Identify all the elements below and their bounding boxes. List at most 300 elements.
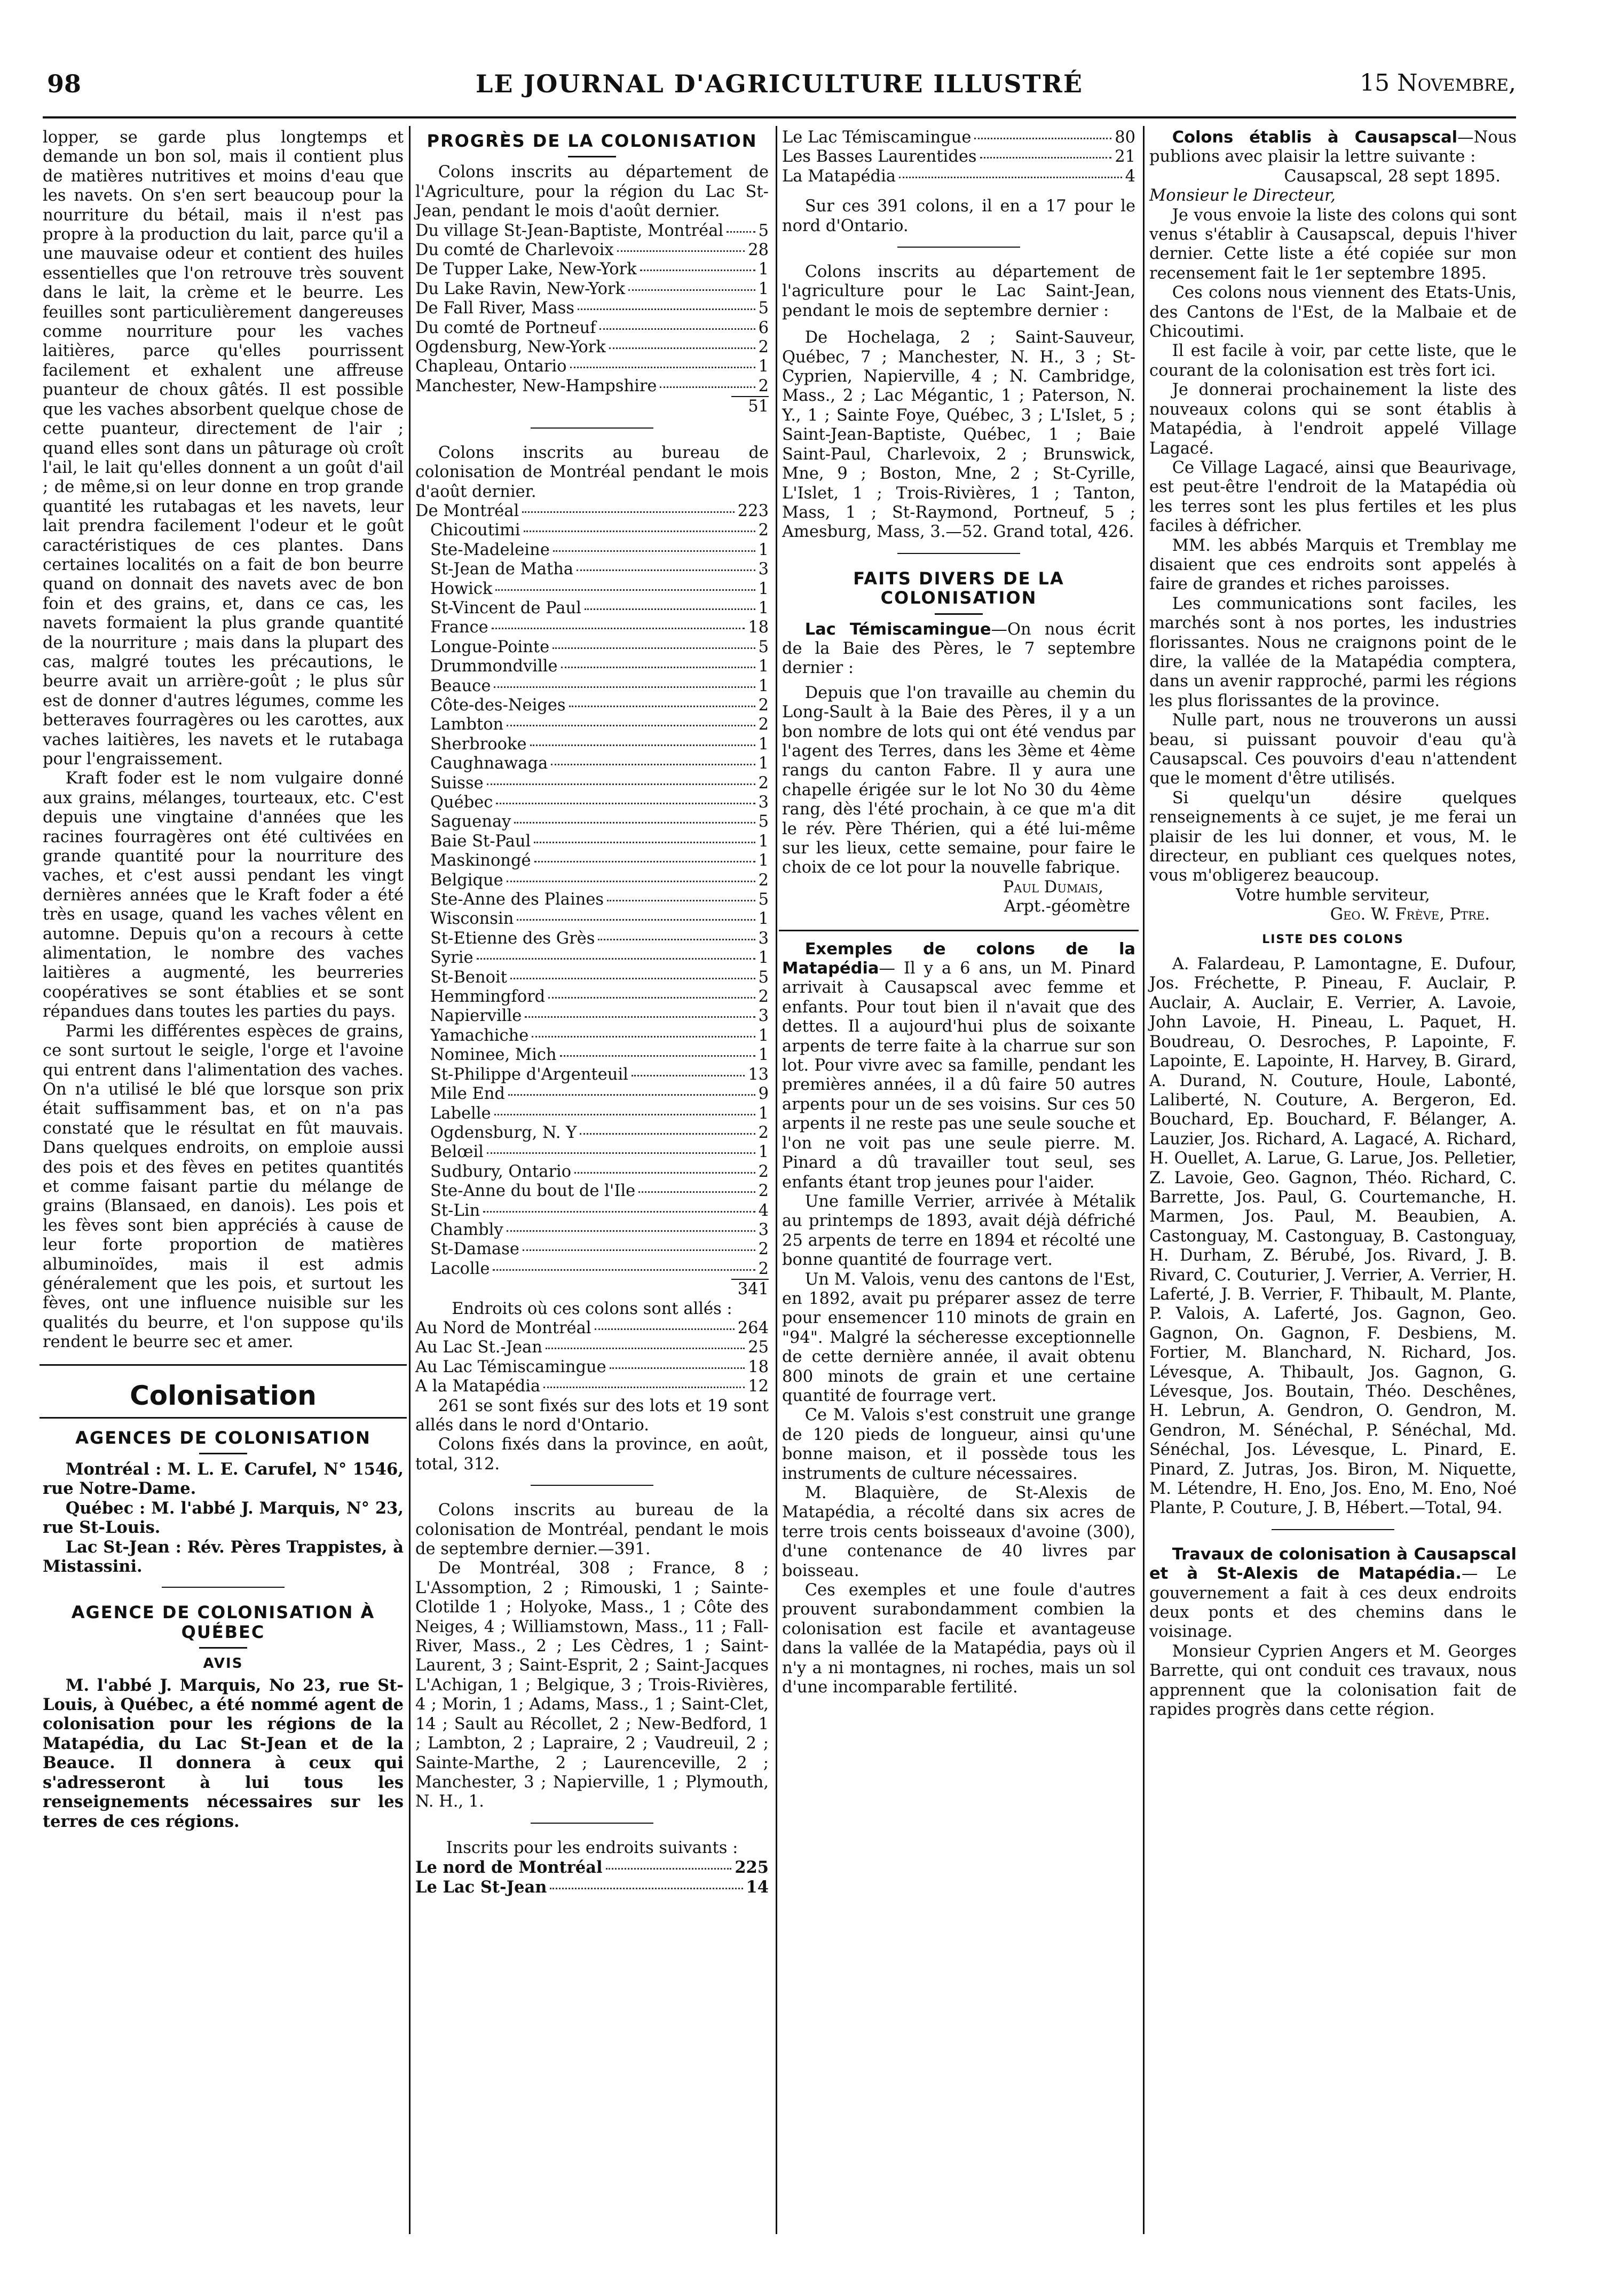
avis-paragraph: M. l'abbé J. Marquis, No 23, rue St-Louis, à Québec, a été nommé agent de colonisation pour les régions de la Matapédia, du Lac St-Jean et de la Beauce. Il donnera à ceux qui s'adresseront à lui tous les renseignements nécessaires sur les terres de ces régions.	[43, 1675, 404, 1831]
signature: Geo. W. Frève, Ptre.	[1330, 905, 1490, 924]
list-row	[415, 1377, 769, 1396]
list-count: 2	[758, 1259, 769, 1278]
separator	[1272, 1529, 1394, 1534]
list-place: Au Lac Témiscamingue	[415, 1357, 606, 1376]
dot-leader	[577, 569, 755, 571]
article-paragraph: Ces colons nous viennent des Etats-Unis, des Cantons de l'Est, de la Malbaie et de Chicoutimi.	[1149, 283, 1517, 342]
list-count: 2	[758, 521, 769, 540]
list-place: Les Basses Laurentides	[782, 147, 977, 167]
list-row	[415, 987, 769, 1007]
dot-leader	[628, 289, 755, 291]
list-row	[415, 599, 769, 618]
list-place: Du Lake Ravin, New-York	[415, 279, 626, 298]
list-row	[415, 357, 769, 376]
header-rule	[43, 116, 1516, 118]
list-count: 3	[758, 560, 769, 579]
list-place: Au Lac St.-Jean	[415, 1338, 542, 1357]
article-paragraph: Nulle part, nous ne trouverons un aussi beau, si puissant pouvoir d'eau qu'à Causapscal. Ces pouvoirs d'eau n'attendent que le moment d'être utilisés.	[1149, 711, 1517, 788]
article-paragraph: Il est facile à voir, par cette liste, que le courant de la colonisation est très fort ici.	[1149, 342, 1517, 380]
list-row	[415, 638, 769, 657]
list-place: Lambton	[430, 715, 504, 734]
list-row	[415, 715, 769, 734]
list-place: La Matapédia	[782, 167, 896, 186]
dot-leader	[607, 900, 755, 901]
list-place: Ogdensburg, New-York	[415, 338, 606, 357]
list-row	[782, 128, 1135, 147]
list-count: 2	[758, 1182, 769, 1201]
list-place: Le nord de Montréal	[415, 1858, 603, 1878]
list-row	[415, 1143, 769, 1162]
dot-leader	[609, 347, 755, 349]
list-count: 80	[1115, 128, 1135, 147]
list-count: 3	[758, 929, 769, 948]
list-count: 225	[735, 1858, 769, 1878]
list-count: 2	[758, 1240, 769, 1259]
heading-avis: AVIS	[203, 1656, 243, 1672]
list-row	[415, 580, 769, 599]
dot-leader	[524, 531, 755, 532]
page-header	[43, 63, 1516, 106]
dot-leader	[561, 667, 755, 668]
lead-colons-causapscal: Colons établis à Causapscal	[1172, 128, 1458, 147]
column-divider	[776, 126, 777, 2234]
list-count: 3	[758, 793, 769, 812]
article-text: — Le gouvernement a fait à ces deux endroits deux ponts et des chemins dans le voisinage.	[1149, 1564, 1517, 1642]
lead-travaux: Travaux de colonisation à Causapscal et à St-Alexis de Matapédia.	[1149, 1545, 1517, 1584]
article-paragraph: Si quelqu'un désire quelques renseignements à ce sujet, je me ferai un plaisir de les lui donner, et vous, M. le directeur, en publiant ces quelques notes, vous m'obligerez beaucoup.	[1149, 788, 1517, 885]
list-row	[415, 793, 769, 812]
article-text: — Il y a 6 ans, un M. Pinard arrivait à Causapscal avec femme et enfants. Pour tout bien il n'avait que des dettes. Il a aujourd'hui plus de soixante arpents de terre faite à la charrue sur son lot. Pour vivre avec sa famille, pendant les premières années, il a dû faire 50 autres arpents pour un de ses voisins. Sur ces 50 arpents il ne reste pas une seule souche et l'on ne voit pas une seule pierre. M. Pinard a dû travailler tout seul, ses enfants étant trop jeunes pour l'aider.	[782, 959, 1135, 1192]
agence-quebec: Québec : M. l'abbé J. Marquis, N° 23, rue St-Louis.	[43, 1498, 404, 1538]
list-place: Ste-Anne du bout de l'Ile	[430, 1182, 636, 1201]
article-paragraph: Les communications sont faciles, les marchés sont à nos portes, les industries florissantes. Nous ne craignons point de le dire, la vallée de la Matapédia comptera, dans un avenir rapproché, parmi les régions les plus florissantes de la province.	[1149, 594, 1517, 710]
dot-leader	[493, 1269, 755, 1271]
list-count: 5	[758, 890, 769, 909]
colons-list-lac-st-jean	[415, 221, 769, 397]
dot-leader	[580, 1133, 755, 1135]
article-paragraph: Depuis que l'on travaille au chemin du Long-Sault à la Baie des Pères, il y a un bon nombre de lots qui ont été vendus par l'agent des Terres, dans les 3ème et 4ème rangs du canton Fabre. Il y aura une chapelle érigée sur le lot No 30 du 4ème rang, dès l'été prochain, à ce que m'a dit le rév. Père Thérien, qui a été lui-même sur les lieux, cette semaine, pour faire le choix de ce lot pour la nouvelle fabrique.	[782, 683, 1135, 877]
separator	[897, 553, 1020, 558]
dot-leader	[517, 919, 755, 921]
list-place: St-Jean de Matha	[430, 560, 574, 579]
list-row	[415, 1878, 769, 1897]
heading-agences: AGENCES DE COLONISATION	[75, 1427, 371, 1448]
list-count: 9	[758, 1084, 769, 1104]
list-row	[415, 1201, 769, 1221]
signature-name: Paul Dumais,	[1003, 877, 1103, 897]
inscrits-list-continued	[782, 128, 1135, 186]
list-total: 51	[731, 396, 769, 416]
list-row	[415, 735, 769, 754]
list-count: 264	[737, 1318, 769, 1337]
list-place: St-Damase	[430, 1240, 519, 1259]
dot-leader	[578, 308, 755, 310]
list-row	[415, 502, 769, 521]
list-row	[415, 338, 769, 357]
list-place: Le Lac Témiscamingue	[782, 128, 972, 147]
article-paragraph: Inscrits pour les endroits suivants :	[446, 1838, 738, 1857]
list-row	[415, 618, 769, 637]
list-place: Drummondville	[430, 657, 558, 676]
list-row	[415, 1065, 769, 1084]
dot-leader	[487, 783, 755, 785]
dot-leader	[534, 842, 755, 843]
list-count: 2	[758, 773, 769, 793]
dot-leader	[550, 1888, 743, 1889]
list-count: 2	[758, 987, 769, 1007]
dot-leader	[560, 1055, 755, 1057]
agence-montreal: Montréal : M. L. E. Carufel, N° 1546, rue Notre-Dame.	[43, 1460, 404, 1499]
list-count: 2	[758, 1123, 769, 1142]
column-divider	[1143, 126, 1145, 2234]
list-row	[415, 1026, 769, 1046]
dot-leader	[548, 997, 755, 999]
dot-leader	[595, 1328, 735, 1330]
list-count: 3	[758, 1007, 769, 1026]
dot-leader	[974, 138, 1111, 139]
list-row	[415, 1007, 769, 1026]
list-row	[415, 1358, 769, 1377]
list-count: 3	[758, 1220, 769, 1239]
article-paragraph: Colons inscrits au bureau de colonisation de Montréal pendant le mois d'août dernier.	[415, 443, 769, 501]
list-count: 14	[746, 1877, 769, 1897]
list-count: 28	[748, 241, 769, 260]
separator	[531, 1485, 653, 1490]
list-place: A la Matapédia	[415, 1377, 541, 1396]
list-row	[415, 754, 769, 773]
separator	[935, 613, 983, 615]
inscrits-list	[415, 1858, 769, 1897]
list-place: De Montréal	[415, 501, 519, 520]
list-row	[415, 968, 769, 987]
article-paragraph: Je vous envoie la liste des colons qui sont venus s'établir à Causapscal, depuis l'hiver dernier. Cette liste a été copiée sur mon recensement fait le 1er septembre 1895.	[1149, 205, 1517, 283]
list-row	[415, 1084, 769, 1104]
list-count: 5	[758, 812, 769, 832]
list-place: Mile End	[430, 1084, 505, 1104]
dot-leader	[507, 1230, 755, 1232]
section-title-colonisation: Colonisation	[130, 1380, 317, 1411]
list-row	[415, 871, 769, 890]
separator	[199, 1647, 247, 1649]
agence-lac-st-jean: Lac St-Jean : Rév. Pères Trappistes, à Mistassini.	[43, 1537, 404, 1577]
dot-leader	[899, 177, 1122, 178]
dot-leader	[569, 706, 755, 707]
list-row	[415, 1182, 769, 1201]
dot-leader	[507, 725, 755, 726]
list-row	[415, 677, 769, 696]
column-2	[415, 128, 769, 1897]
dot-leader	[606, 1868, 732, 1870]
list-place: Chambly	[430, 1220, 503, 1239]
list-row	[415, 319, 769, 338]
separator	[568, 156, 616, 157]
list-row	[415, 1858, 769, 1877]
list-row	[415, 1260, 769, 1279]
issue-date: 15 Novembre,	[1360, 69, 1516, 97]
dot-leader	[487, 1152, 755, 1154]
page-number: 98	[47, 69, 82, 98]
list-place: Napierville	[430, 1007, 522, 1026]
dot-leader	[598, 939, 755, 940]
list-row	[415, 774, 769, 793]
heading-faits-divers: FAITS DIVERS DE LA COLONISATION	[853, 568, 1064, 608]
dot-leader	[477, 958, 755, 960]
list-row	[415, 280, 769, 299]
list-count: 1	[758, 1046, 769, 1065]
list-place: Belgique	[430, 870, 503, 890]
list-place: Caughnawaga	[430, 754, 548, 773]
article-paragraph: Je donnerai prochainement la liste des nouveaux colons qui se sont établis à Matapédia, à l'endroit appelé Village Lagacé.	[1149, 381, 1517, 458]
list-place: Wisconsin	[430, 909, 514, 929]
list-row	[415, 541, 769, 560]
list-row	[415, 221, 769, 241]
list-place: Ste-Madeleine	[430, 540, 550, 559]
dot-leader	[525, 1016, 755, 1018]
list-count: 1	[758, 1104, 769, 1123]
list-count: 2	[758, 376, 769, 395]
list-place: St-Benoit	[430, 968, 507, 987]
list-row	[415, 1319, 769, 1338]
dot-leader	[494, 686, 755, 688]
list-place: Chapleau, Ontario	[415, 357, 567, 376]
list-count: 5	[758, 221, 769, 240]
list-count: 5	[758, 637, 769, 656]
journal-title: LE JOURNAL D'AGRICULTURE ILLUSTRÉ	[476, 69, 1083, 98]
column-divider	[409, 126, 411, 2234]
list-place: St-Philippe d'Argenteuil	[430, 1065, 628, 1084]
dot-leader	[585, 608, 755, 610]
list-count: 1	[758, 754, 769, 773]
list-count: 1	[758, 357, 769, 376]
list-place: Québec	[430, 793, 493, 812]
dot-leader	[530, 745, 755, 746]
dot-leader	[599, 328, 755, 330]
article-paragraph: Colons fixés dans la province, en août, total, 312.	[415, 1435, 769, 1474]
list-row	[415, 909, 769, 929]
list-count: 18	[748, 1357, 769, 1376]
article-paragraph: Une famille Verrier, arrivée à Métalik au printemps de 1893, avait déjà défriché 25 arpents de terre en 1894 et récolté une bonne quantité de fourrage vert.	[782, 1192, 1135, 1270]
list-count: 1	[758, 851, 769, 870]
list-count: 4	[758, 1201, 769, 1220]
list-count: 1	[758, 676, 769, 695]
list-place: Nominee, Mich	[430, 1046, 557, 1065]
article-paragraph: De Montréal, 308 ; France, 8 ; L'Assomption, 2 ; Rimouski, 1 ; Sainte-Clotilde 1 ; Holyoke, Mass., 1 ; Côte des Neiges, 4 ; Williamstown, Mass., 11 ; Fall-River, Mass., 2 ; Les Cèdres, 1 ; Saint-Laurent, 3 ; Saint-Esprit, 2 ; Saint-Jacques L'Achigan, 1 ; Belgique, 3 ; Trois-Rivières, 4 ; Morin, 1 ; Adams, Mass., 1 ; Saint-Clet, 14 ; Sault au Récollet, 2 ; New-Bedford, 1 ; Lambton, 2 ; Lapraire, 2 ; Vaudreuil, 2 ; Sainte-Marthe, 2 ; Laurenceville, 2 ; Manchester, 3 ; Napierville, 1 ; Plymouth, N. H., 1.	[415, 1559, 769, 1811]
separator	[531, 1823, 653, 1828]
article-paragraph: 261 se sont fixés sur des lots et 19 sont allés dans le nord d'Ontario.	[415, 1396, 769, 1435]
list-place: St-Lin	[430, 1201, 480, 1220]
list-row	[415, 929, 769, 948]
list-count: 1	[758, 909, 769, 929]
list-count: 4	[1125, 167, 1135, 186]
list-count: 1	[758, 1026, 769, 1045]
list-place: Au Nord de Montréal	[415, 1318, 591, 1337]
list-count: 1	[758, 734, 769, 754]
list-place: Labelle	[430, 1104, 491, 1123]
article-paragraph: Colons inscrits au département de l'Agriculture, pour la région du Lac St-Jean, pendant le mois d'août dernier.	[415, 163, 769, 221]
dot-leader	[507, 881, 755, 882]
list-count: 12	[748, 1377, 769, 1396]
dot-leader	[534, 861, 755, 862]
list-place: Du comté de Charlevoix	[415, 241, 614, 260]
article-paragraph: Colons inscrits au bureau de la colonisation de Montréal, pendant le mois de septembre dernier.—391.	[415, 1501, 769, 1559]
list-row	[415, 1221, 769, 1240]
article-paragraph: Kraft foder est le nom vulgaire donné aux grains, mélanges, tourteaux, etc. C'est depuis une vingtaine d'années que les racines fourragères ont été cultivées en grande quantité pour la nourriture des vaches, et c'est aussi pendant les vingt dernières années que le Kraft foder a été très en usage, quand les vaches vêlent en automne. Depuis qu'on a recours à cette alimentation, le nombre des vaches laitières a augmenté, les beurreries coopératives se sont établies et se sont répandues dans toutes les parties du pays.	[43, 769, 404, 1022]
list-place: Beauce	[430, 676, 491, 695]
dot-leader	[495, 589, 755, 591]
lead-exemples: Exemples de colons de la Matapédia	[782, 939, 1135, 978]
lead-lac-temiscamingue: Lac Témiscamingue	[804, 620, 991, 639]
dot-leader	[551, 764, 755, 765]
list-count: 2	[758, 715, 769, 734]
list-place: Belœil	[430, 1143, 484, 1162]
colons-list-montreal	[415, 521, 769, 1279]
list-count: 1	[758, 579, 769, 598]
list-row	[415, 260, 769, 279]
dot-leader	[546, 1348, 745, 1349]
list-count: 5	[758, 299, 769, 318]
list-row	[415, 1240, 769, 1259]
list-place: Sherbrooke	[430, 734, 527, 754]
list-place: Baie St-Paul	[430, 832, 531, 851]
column-1	[43, 128, 404, 1831]
list-place: De Tupper Lake, New-York	[415, 260, 637, 279]
dot-leader	[617, 250, 745, 252]
list-count: 1	[758, 260, 769, 279]
list-row	[415, 560, 769, 579]
list-count: 13	[748, 1065, 769, 1084]
signature-title: Arpt.-géomètre	[1004, 897, 1130, 916]
article-paragraph: De Hochelaga, 2 ; Saint-Sauveur, Québec, 7 ; Manchester, N. H., 3 ; St-Cyprien, Napierville, 4 ; N. Cambridge, Mass., 2 ; Lac Mégantic, 1 ; Paterson, N. Y., 1 ; Sainte Foye, Québec, 3 ; L'Islet, 5 ; Saint-Jean-Baptiste, Québec, 1 ; Baie Saint-Paul, Charlevoix, 2 ; Brunswick, Mne, 9 ; Boston, Mne, 2 ; St-Cyrille, L'Islet, 1 ; Trois-Rivières, 1 ; Tanton, Mass, 1 ; St-Raymond, Portneuf, 5 ; Amesburg, Mass, 3.—52. Grand total, 426.	[782, 328, 1135, 542]
list-row	[415, 890, 769, 909]
destinations-list	[415, 1319, 769, 1397]
list-row	[415, 1338, 769, 1357]
column-3	[782, 128, 1135, 1697]
list-row	[782, 167, 1135, 186]
list-row	[415, 1046, 769, 1065]
dot-leader	[532, 1036, 755, 1038]
dot-leader	[510, 978, 755, 979]
list-place: Chicoutimi	[430, 521, 520, 540]
list-place: Hemmingford	[430, 987, 546, 1007]
dot-leader	[980, 157, 1112, 159]
dot-leader	[660, 386, 755, 388]
list-row	[782, 147, 1135, 167]
separator	[897, 247, 1020, 252]
article-paragraph: Colons inscrits au département de l'agriculture pour le Lac Saint-Jean, pendant le mois de septembre dernier :	[782, 263, 1135, 320]
dot-leader	[508, 1094, 755, 1096]
list-place: Lacolle	[430, 1259, 490, 1278]
dot-leader	[727, 231, 755, 233]
list-count: 6	[758, 318, 769, 337]
dot-leader	[610, 1367, 745, 1369]
list-row	[415, 696, 769, 715]
salutation: Monsieur le Directeur,	[1149, 186, 1336, 205]
list-place: France	[430, 618, 488, 637]
article-paragraph: M. Blaquière, de St-Alexis de Matapédia, a récolté dans six acres de terre trois cents boisseaux d'avoine (300), d'une contenance de 40 livres par boisseau.	[782, 1484, 1135, 1580]
list-row	[415, 812, 769, 832]
list-count: 2	[758, 870, 769, 890]
dot-leader	[638, 1191, 755, 1193]
list-place: Du village St-Jean-Baptiste, Montréal	[415, 221, 724, 240]
list-count: 2	[758, 1162, 769, 1181]
list-place: Yamachiche	[430, 1026, 529, 1045]
list-place: Manchester, New-Hampshire	[415, 376, 657, 395]
list-place: Saguenay	[430, 812, 511, 832]
list-count: 1	[758, 832, 769, 851]
list-count: 21	[1115, 147, 1135, 167]
list-row	[415, 1123, 769, 1143]
article-paragraph: lopper, se garde plus longtemps et demande un bon sol, mais il contient plus de matières nutritives et moins d'eau que les navets. On s'en sert beaucoup pour la nourriture du bétail, mais il n'est pas propre à la production du lait, parce qu'il a une mauvaise odeur et contient des huiles essentielles que l'on retrouve très souvent dans le lait, la crème et le beurre. Les feuilles sont particulièrement dangereuses comme nourriture pour les vaches laitières, parce qu'elles pourrissent facilement et exhalent une affreuse puanteur de choux gâtés. Il est possible que les vaches absorbent quelque chose de cette puanteur, directement de l'air ; quand elles sont dans un pâturage où croît l'ail, le lait qu'elles donnent a un goût d'ail ; de même,si on leur donne en trop grande quantité les rutabagas et les navets, leur lait prendra facilement l'odeur et le goût caractéristiques de ces plantes. Dans certaines localités on a fait de bon beurre quand on donnait des navets avec de bon foin et des grains, et, dans ce cas, les navets formaient la plus grande quantité de la nourriture ; mais dans la plupart des cas, malgré toutes les précautions, le beurre avait un arrière-goût ; le plus sûr est de donner d'autres légumes, comme les betteraves fourragères ou les carottes, aux vaches laitières, les navets et le rutabaga pour l'engraissement.	[43, 128, 404, 769]
list-place: De Fall River, Mass	[415, 299, 575, 318]
list-row	[415, 299, 769, 318]
list-count: 1	[758, 540, 769, 559]
article-text: —On nous écrit de la Baie des Pères, le 7 septembre dernier :	[782, 620, 1135, 678]
list-count: 2	[758, 338, 769, 357]
article-paragraph: Monsieur Cyprien Angers et M. Georges Barrette, qui ont conduit ces travaux, nous apprennent que la colonisation fait de rapides progrès dans cette région.	[1149, 1642, 1517, 1720]
article-paragraph: MM. les abbés Marquis et Tremblay me disaient que ces endroits sont appelés à faire de grandes et riches paroisses.	[1149, 536, 1517, 594]
list-count: 5	[758, 968, 769, 987]
dot-leader	[632, 1075, 745, 1076]
list-count: 1	[758, 279, 769, 298]
list-row	[415, 832, 769, 851]
list-count: 1	[758, 1143, 769, 1162]
article-paragraph: Ces exemples et une foule d'autres prouvent surabondamment combien la colonisation est facile et avantageuse dans la vallée de la Matapédia, pays où il n'y a ni montagnes, ni roches, mais un sol d'une incomparable fertilité.	[782, 1581, 1135, 1697]
list-count: 1	[758, 598, 769, 617]
dot-leader	[483, 1211, 755, 1213]
article-paragraph: Un M. Valois, venu des cantons de l'Est, en 1892, avait pu préparer assez de terre pour ensemencer 110 minots de grain en "94". Malgré la sécheresse exceptionnelle de cette dernière année, il avait obtenu 800 minots de grain et une certaine quantité de fourrage vert.	[782, 1270, 1135, 1405]
list-row	[415, 948, 769, 968]
heading-progres: PROGRÈS DE LA COLONISATION	[427, 131, 757, 151]
article-paragraph: Ce Village Lagacé, ainsi que Beaurivage, est peut-être l'endroit de la Matapédia où les terres sont les plus fertiles et les plus faciles à défricher.	[1149, 458, 1517, 536]
list-row	[415, 521, 769, 540]
dot-leader	[494, 1114, 755, 1115]
article-paragraph: Sur ces 391 colons, il en a 17 pour le nord d'Ontario.	[782, 197, 1135, 235]
list-place: St-Etienne des Grès	[430, 929, 595, 948]
list-row	[415, 1162, 769, 1182]
list-row	[415, 1104, 769, 1123]
list-count: 2	[758, 695, 769, 715]
article-paragraph: Endroits où ces colons sont allés :	[452, 1299, 732, 1318]
list-row	[415, 241, 769, 260]
list-count: 1	[758, 657, 769, 676]
list-row	[415, 851, 769, 870]
column-4	[1149, 128, 1517, 1720]
list-place: Howick	[430, 579, 493, 598]
list-place: Maskinongé	[430, 851, 531, 870]
list-place: St-Vincent de Paul	[430, 598, 581, 617]
closing: Votre humble serviteur,	[1236, 885, 1430, 905]
dot-leader	[492, 628, 745, 629]
list-count: 223	[737, 501, 769, 520]
separator	[531, 427, 653, 433]
separator	[162, 1587, 285, 1592]
list-count: 1	[758, 948, 769, 968]
list-count: 18	[748, 618, 769, 637]
dot-leader	[640, 270, 755, 271]
list-place: Ste-Anne des Plaines	[430, 890, 604, 909]
list-place: Côte-des-Neiges	[430, 695, 566, 715]
list-place: Syrie	[430, 948, 473, 968]
dot-leader	[553, 550, 755, 552]
list-place: Sudbury, Ontario	[430, 1162, 572, 1181]
heading-liste-colons: LISTE DES COLONS	[1262, 932, 1404, 946]
article-paragraph: Ce M. Valois s'est construit une grange de 120 pieds de longueur, ainsi qu'une bonne maison, et il possède tous les instruments de culture nécessaires.	[782, 1406, 1135, 1483]
dot-leader	[574, 1172, 755, 1174]
article-paragraph: Parmi les différentes espèces de grains, ce sont surtout le seigle, l'orge et l'avoine qui entrent dans l'alimentation des vaches. On n'a utilisé le blé que lorsque son prix était suffisamment bas, et on n'a pas constaté que le résultat en fût mauvais. Dans quelques endroits, on emploie aussi des pois et des fèves en petites quantités et comme faisant partie du mélange de grains (Blansaed, en danois). Les pois et les fèves sont bien appréciés à cause de leur forte proportion de matières albuminoïdes, mais il est admis généralement que les pois, et surtout les fèves, ont une influence nuisible sur les qualités du beurre, et l'on suppose qu'ils rendent le beurre sec et amer.	[43, 1022, 404, 1352]
dot-leader	[514, 822, 755, 824]
list-place: Suisse	[430, 773, 484, 793]
names-list: A. Falardeau, P. Lamontagne, E. Dufour, Jos. Fréchette, P. Pineau, F. Auclair, P. Auclair, A. Auclair, E. Verrier, A. Lavoie, John Lavoie, H. Pineau, L. Paquet, H. Boudreau, O. Desroches, P. Lapointe, F. Lapointe, E. Lapointe, H. Harvey, B. Girard, A. Durand, N. Couture, Houle, Labonté, Laliberté, N. Couture, A. Bergeron, Ed. Bouchard, Ep. Bouchard, F. Bélanger, A. Lauzier, Jos. Richard, A. Lagacé, A. Richard, H. Ouellet, A. Larue, G. Larue, Jos. Pelletier, Z. Lavoie, Geo. Gagnon, Théo. Richard, C. Barrette, Jos. Paul, G. Courtemanche, H. Marmen, Jos. Paul, M. Beaubien, A. Castonguay, M. Castonguay, B. Castonguay, H. Durham, Z. Bérubé, Jos. Rivard, J. B. Rivard, C. Couturier, J. Verrier, A. Verrier, H. Laferté, J. B. Verrier, F. Thibault, M. Plante, P. Valois, A. Laferté, Jos. Gagnon, Geo. Gagnon, On. Gagnon, F. Desbiens, M. Fortier, M. Blanchard, N. Richard, Jos. Lévesque, A. Thibault, Jos. Gagnon, G. Lévesque, Jos. Boutain, Théo. Deschênes, H. Lebrun, A. Gendron, O. Gendron, M. Gendron, M. Sénéchal, P. Sénéchal, Md. Sénéchal, Jos. Lévesque, L. Pinard, E. Pinard, Z. Jutras, Jos. Biron, M. Niquette, M. Létendre, H. Eno, Jos. Eno, M. Eno, Noé Plante, P. Couture, J. B, Hébert.—Total, 94.	[1149, 955, 1517, 1518]
